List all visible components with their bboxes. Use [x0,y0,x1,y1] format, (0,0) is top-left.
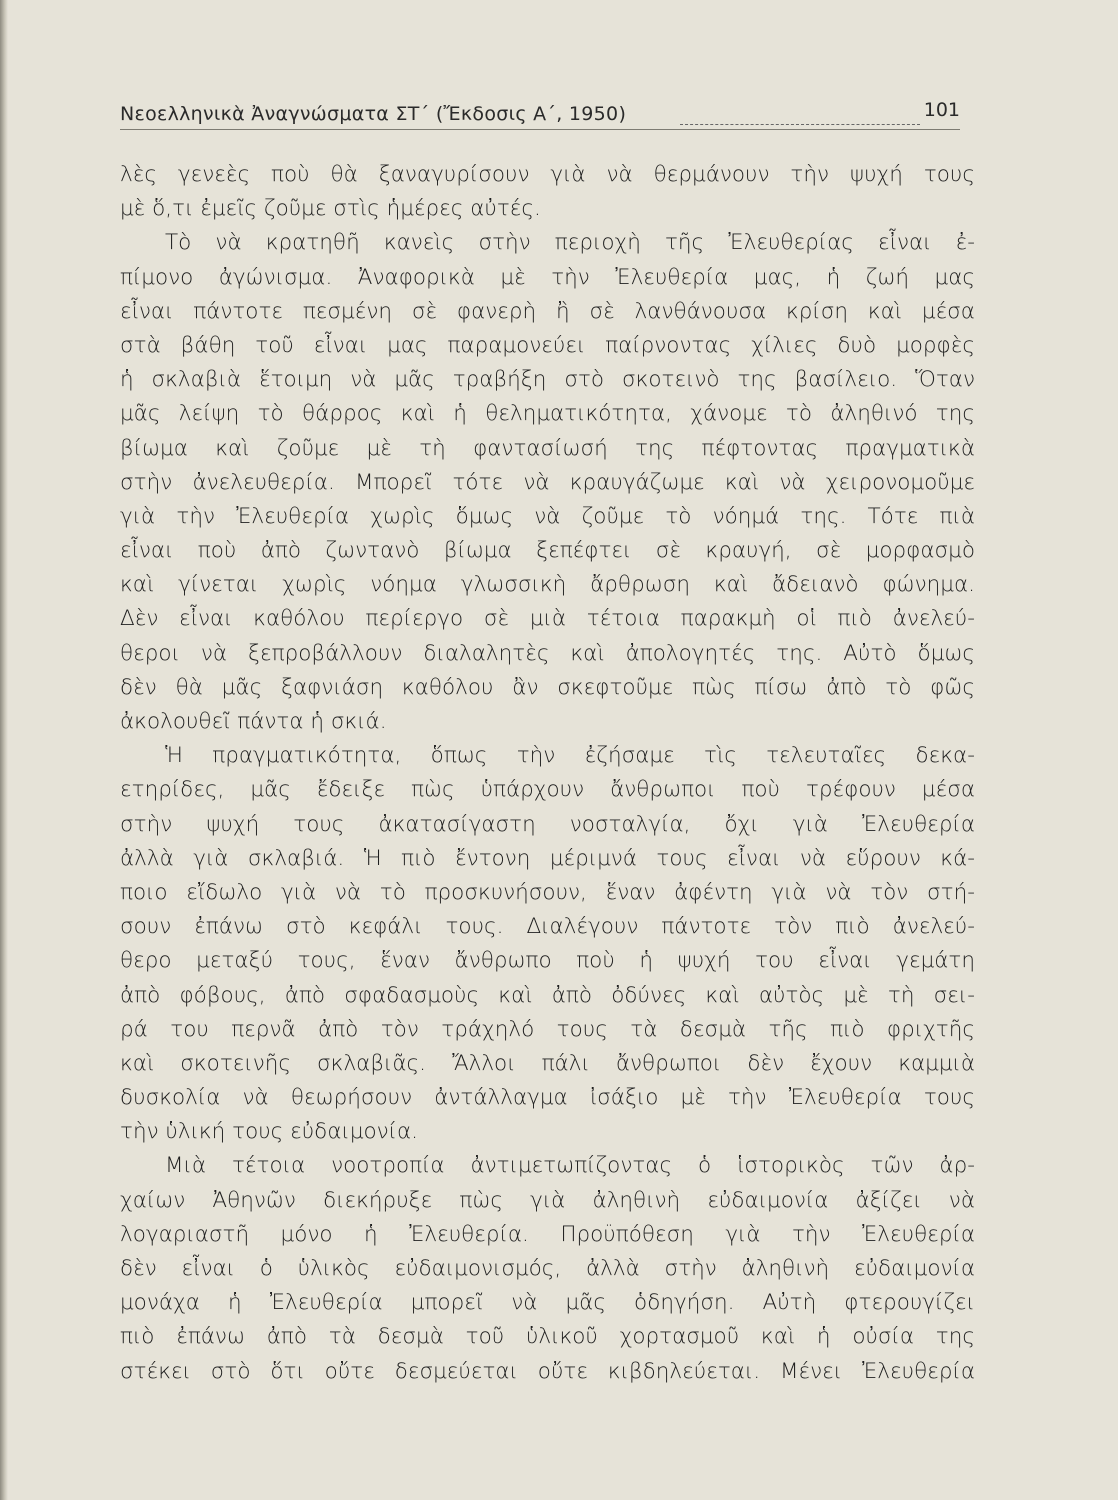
text-line: δὲν εἶναι ὁ ὑλικὸς εὐδαιμονισμός, ἀλλὰ στὴν ἀληθινὴ εὐδαιμονία [120,1256,975,1281]
text-line: βίωμα καὶ ζοῦμε μὲ τὴ φαντασίωσή της πέφτοντας πραγματικὰ [120,435,975,461]
text-line: σουν ἐπάνω στὸ κεφάλι τους. Διαλέγουν πάντοτε τὸν πιὸ ἀνελεύ- [120,914,975,940]
text-line: ἀκολουθεῖ πάντα ἡ σκιά. [120,709,387,734]
text-line: Ἡ πραγματικότητα, ὅπως τὴν ἐζήσαμε τὶς τελευταῖες δεκα- [165,743,975,769]
text-line: καὶ γίνεται χωρὶς νόημα γλωσσικὴ ἄρθρωση καὶ ἄδειανὸ φώνημα. [120,572,975,598]
text-line: ετηρίδες, μᾶς ἔδειξε πὼς ὑπάρχουν ἄνθρωποι ποὺ τρέφουν μέσα [120,777,975,803]
text-line: τὴν ὑλική τους εὐδαιμονία. [120,1119,419,1145]
text-line: πίμονο ἀγώνισμα. Ἀναφορικὰ μὲ τὴν Ἐλευθερία μας, ἡ ζωή μας [120,264,975,290]
text-line: λογαριαστῆ μόνο ἡ Ἐλευθερία. Προϋπόθεση γιὰ τὴν Ἐλευθερία [120,1221,975,1247]
text-line: μὲ ὅ,τι ἐμεῖς ζοῦμε στὶς ἡμέρες αὐτές. [120,196,541,222]
text-line: στὴν ἀνελευθερία. Μπορεῖ τότε νὰ κραυγάζωμε καὶ νὰ χειρονομοῦμε [120,469,975,495]
text-line: δὲν θὰ μᾶς ξαφνιάση καθόλου ἂν σκεφτοῦμε πὼς πίσω ἀπὸ τὸ φῶς [120,674,975,700]
text-line: Μιὰ τέτοια νοοτροπία ἀντιμετωπίζοντας ὁ ἱστορικὸς τῶν ἀρ- [165,1153,975,1179]
text-line: πιὸ ἐπάνω ἀπὸ τὰ δεσμὰ τοῦ ὑλικοῦ χορτασμοῦ καὶ ἡ οὐσία της [120,1324,975,1350]
text-line: εἶναι ποὺ ἀπὸ ζωντανὸ βίωμα ξεπέφτει σὲ κραυγή, σὲ μορφασμὸ [120,538,975,564]
text-line: Τὸ νὰ κρατηθῆ κανεὶς στὴν περιοχὴ τῆς Ἐλευθερίας εἶναι ἐ- [165,230,975,256]
text-line: θερο μεταξύ τους, ἕναν ἄνθρωπο ποὺ ἡ ψυχή του εἶναι γεμάτη [120,948,975,974]
text-line: εἶναι πάντοτε πεσμένη σὲ φανερὴ ἢ σὲ λανθάνουσα κρίση καὶ μέσα [120,298,975,324]
text-line: μᾶς λείψη τὸ θάρρος καὶ ἡ θεληματικότητα, χάνομε τὸ ἀληθινό της [120,401,975,427]
text-line: καὶ σκοτεινῆς σκλαβιᾶς. Ἄλλοι πάλι ἄνθρωποι δὲν ἔχουν καμμιὰ [120,1050,975,1076]
header-title: Νεοελληνικὰ Ἀναγνώσματα ΣΤ΄ (Ἔκδοσις Α΄, 1950) [120,103,627,125]
text-line: ρά του περνᾶ ἀπὸ τὸν τράχηλό τους τὰ δεσμὰ τῆς πιὸ φριχτῆς [120,1016,975,1042]
text-line: ποιο εἴδωλο γιὰ νὰ τὸ προσκυνήσουν, ἕναν ἀφέντη γιὰ νὰ τὸν στή- [120,879,975,905]
text-line: στὴν ψυχή τους ἀκατασίγαστη νοσταλγία, ὄχι γιὰ Ἐλευθερία [120,811,975,837]
header-dotted-rule [680,124,920,125]
text-line: θεροι νὰ ξεπροβάλλουν διαλαλητὲς καὶ ἀπολογητές της. Αὐτὸ ὅμως [120,640,975,666]
text-line: λὲς γενεὲς ποὺ θὰ ξαναγυρίσουν γιὰ νὰ θερμάνουν τὴν ψυχή τους [120,162,975,187]
running-header [120,99,960,131]
text-line: γιὰ τὴν Ἐλευθερία χωρὶς ὅμως νὰ ζοῦμε τὸ νόημά της. Τότε πιὰ [120,503,975,529]
text-line: χαίων Ἀθηνῶν διεκήρυξε πὼς γιὰ ἀληθινὴ εὐδαιμονία ἀξίζει νὰ [120,1187,975,1213]
page-number: 101 [923,99,960,121]
text-line: μονάχα ἡ Ἐλευθερία μπορεῖ νὰ μᾶς ὁδηγήση. Αὐτὴ φτερουγίζει [120,1290,975,1316]
text-line: στέκει στὸ ὅτι οὔτε δεσμεύεται οὔτε κιβδηλεύεται. Μένει Ἐλευθερία [120,1358,975,1384]
text-line: Δὲν εἶναι καθόλου περίεργο σὲ μιὰ τέτοια παρακμὴ οἱ πιὸ ἀνελεύ- [120,606,975,632]
text-line: ἀπὸ φόβους, ἀπὸ σφαδασμοὺς καὶ ἀπὸ ὀδύνες καὶ αὐτὸς μὲ τὴ σει- [120,982,975,1008]
page-binding-edge [0,0,8,1500]
text-line: ἡ σκλαβιὰ ἕτοιμη νὰ μᾶς τραβήξη στὸ σκοτεινὸ της βασίλειο. Ὅταν [120,367,975,393]
text-line: ἀλλὰ γιὰ σκλαβιά. Ἡ πιὸ ἔντονη μέριμνά τους εἶναι νὰ εὕρουν κά- [120,845,975,871]
text-line: στὰ βάθη τοῦ εἶναι μας παραμονεύει παίρνοντας χίλιες δυὸ μορφὲς [120,332,975,358]
header-underline [120,129,960,130]
text-line: δυσκολία νὰ θεωρήσουν ἀντάλλαγμα ἰσάξιο μὲ τὴν Ἐλευθερία τους [120,1085,975,1111]
body-text [120,158,975,1389]
